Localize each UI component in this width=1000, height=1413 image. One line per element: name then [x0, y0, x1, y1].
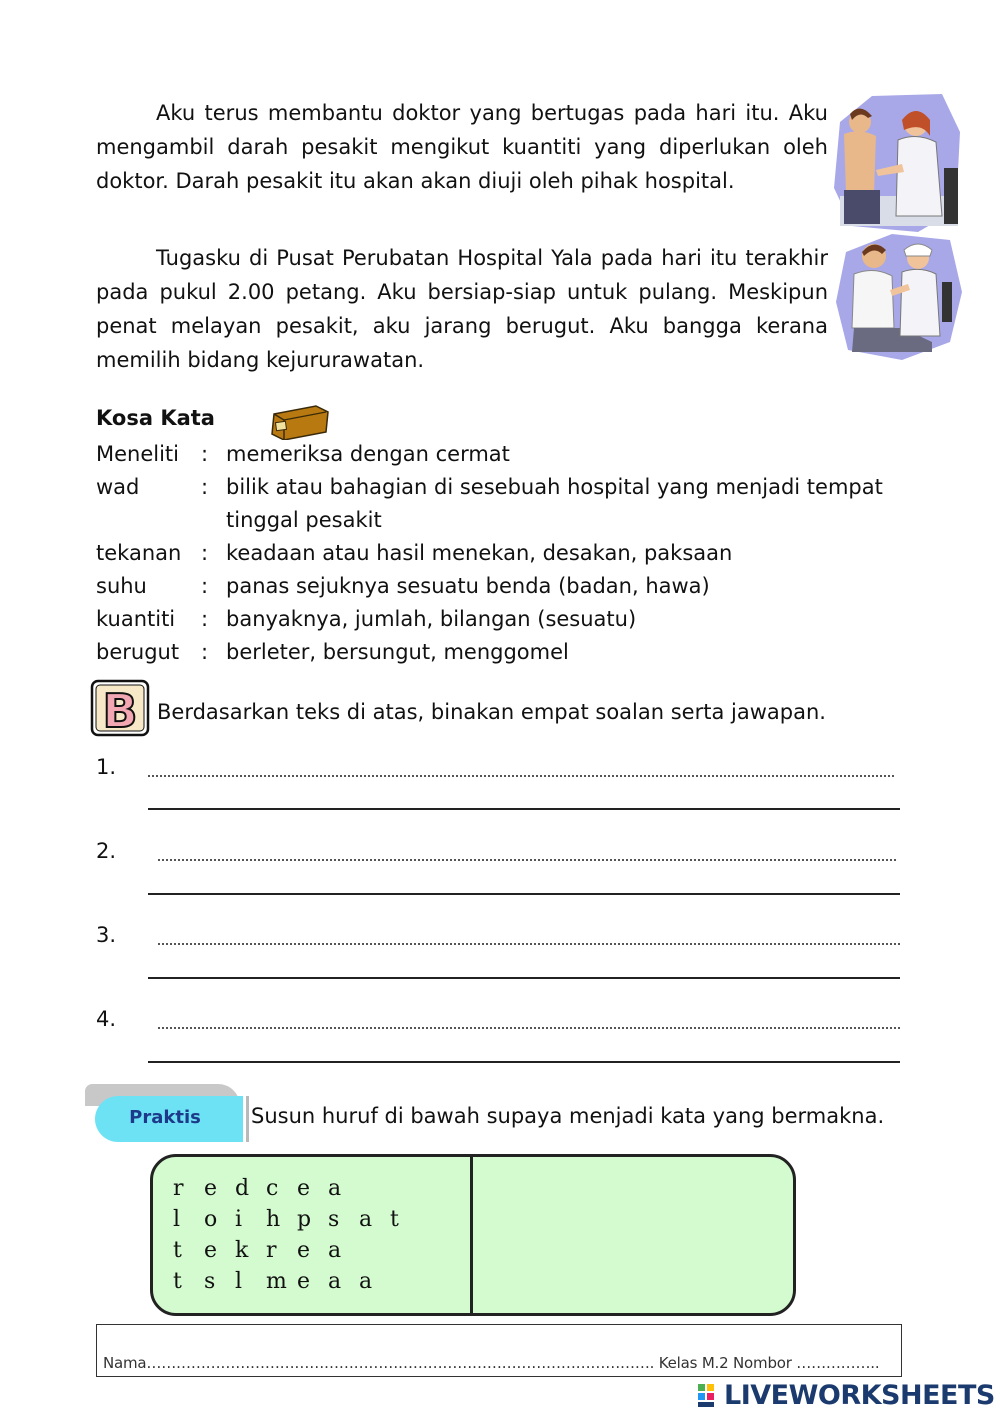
- vocab-row: [96, 438, 906, 471]
- watermark-text: LIVEWORKSHEETS: [724, 1380, 995, 1411]
- scrambled-letter: l: [173, 1207, 181, 1232]
- scrambled-letter: s: [328, 1207, 340, 1232]
- vocab-definition: berleter, bersungut, menggomel: [226, 640, 569, 664]
- liveworksheets-logo-icon: [698, 1384, 724, 1408]
- vocabulary-title: Kosa Kata: [96, 406, 215, 430]
- question-number: 1.: [96, 755, 117, 779]
- vocab-term: wad: [96, 475, 140, 499]
- scrambled-word: [173, 1173, 421, 1204]
- answer-input-line[interactable]: [148, 893, 900, 895]
- scrambled-letter: m: [266, 1269, 287, 1294]
- praktis-label: Praktis: [129, 1106, 201, 1128]
- vocab-definition: keadaan atau hasil menekan, desakan, paksaan: [226, 541, 733, 565]
- scrambled-letter: k: [235, 1238, 249, 1263]
- scrambled-letter: t: [390, 1207, 399, 1232]
- question-input-line[interactable]: [148, 765, 894, 777]
- scrambled-word: [173, 1204, 421, 1235]
- vocab-row: [96, 636, 906, 669]
- book-icon: [268, 404, 330, 440]
- answer-input-line[interactable]: [148, 808, 900, 810]
- vocab-colon: :: [201, 442, 209, 466]
- question-input-line[interactable]: [158, 933, 900, 945]
- answer-input-line[interactable]: [148, 1061, 900, 1063]
- scrambled-letter: d: [235, 1176, 250, 1201]
- scrambled-letter: e: [297, 1269, 311, 1294]
- vocab-colon: :: [201, 640, 209, 664]
- answer-input-line[interactable]: [148, 977, 900, 979]
- praktis-badge: [95, 1096, 246, 1142]
- student-info-box[interactable]: [96, 1324, 902, 1377]
- scrambled-letter: r: [173, 1176, 184, 1201]
- nurse-injection-illustration: [832, 232, 964, 362]
- vocab-term: tekanan: [96, 541, 182, 565]
- praktis-instruction: Susun huruf di bawah supaya menjadi kata yang bermakna.: [251, 1104, 885, 1128]
- vocab-term: berugut: [96, 640, 180, 664]
- vocabulary-list: [96, 438, 906, 669]
- vocab-row: [96, 570, 906, 603]
- scrambled-word-list: [173, 1173, 421, 1297]
- scrambled-word-box: [150, 1154, 796, 1316]
- scrambled-letter: t: [173, 1269, 182, 1294]
- doctor-patient-illustration: [832, 92, 964, 234]
- question-number: 3.: [96, 923, 117, 947]
- scrambled-letter: r: [266, 1238, 277, 1263]
- vocab-colon: :: [201, 607, 209, 631]
- vocab-colon: :: [201, 574, 209, 598]
- vocab-definition: bilik atau bahagian di sesebuah hospital yang menjadi tempat tinggal pesakit: [226, 475, 883, 532]
- paragraph-2: Tugasku di Pusat Perubatan Hospital Yala pada hari itu terakhir pada pukul 2.00 petang. Aku bersiap-siap untuk pulang. Meskipun penat melayan pesakit, aku jarang berugut. Aku bangga kerana memilih bidang kejururawatan.: [96, 246, 828, 372]
- scrambled-letter: e: [204, 1238, 218, 1263]
- scrambled-letter: h: [266, 1207, 281, 1232]
- section-b-icon: [90, 679, 152, 739]
- section-b-letter: B: [102, 684, 138, 738]
- vocab-row: [96, 603, 906, 636]
- student-info-line: Nama…………………………………………………………………………………………. Kelas M.2 Nombor ……………..: [103, 1354, 880, 1372]
- scrambled-word: [173, 1266, 421, 1297]
- answer-area[interactable]: [475, 1163, 781, 1305]
- vocab-definition: memeriksa dengan cermat: [226, 442, 510, 466]
- vocab-definition: banyaknya, jumlah, bilangan (sesuatu): [226, 607, 637, 631]
- scrambled-letter: t: [173, 1238, 182, 1263]
- vocab-term: suhu: [96, 574, 147, 598]
- scrambled-letter: c: [266, 1176, 279, 1201]
- scrambled-letter: o: [204, 1207, 218, 1232]
- scrambled-letter: a: [328, 1238, 342, 1263]
- scrambled-letter: e: [204, 1176, 218, 1201]
- question-number: 2.: [96, 839, 117, 863]
- section-b-instruction: Berdasarkan teks di atas, binakan empat soalan serta jawapan.: [157, 700, 826, 724]
- scrambled-letter: e: [297, 1176, 311, 1201]
- scrambled-letter: a: [359, 1269, 373, 1294]
- scrambled-letter: l: [235, 1269, 243, 1294]
- vocab-colon: :: [201, 475, 209, 499]
- paragraph-1: Aku terus membantu doktor yang bertugas pada hari itu. Aku mengambil darah pesakit mengikut kuantiti yang diperlukan oleh doktor. Darah pesakit itu akan akan diuji oleh pihak hospital.: [96, 101, 828, 193]
- scrambled-letter: s: [204, 1269, 216, 1294]
- vocab-row: [96, 471, 906, 537]
- word-box-divider: [470, 1157, 473, 1313]
- vocab-definition: panas sejuknya sesuatu benda (badan, hawa): [226, 574, 710, 598]
- vocab-term: Meneliti: [96, 442, 180, 466]
- question-number: 4.: [96, 1007, 117, 1031]
- question-input-line[interactable]: [158, 1017, 900, 1029]
- scrambled-letter: a: [328, 1176, 342, 1201]
- liveworksheets-watermark: [698, 1380, 995, 1411]
- scrambled-letter: a: [328, 1269, 342, 1294]
- vocab-term: kuantiti: [96, 607, 176, 631]
- scrambled-letter: i: [235, 1207, 243, 1232]
- scrambled-letter: a: [359, 1207, 373, 1232]
- vocab-colon: :: [201, 541, 209, 565]
- vocab-row: [96, 537, 906, 570]
- scrambled-word: [173, 1235, 421, 1266]
- question-input-line[interactable]: [158, 849, 896, 861]
- scrambled-letter: p: [297, 1207, 312, 1232]
- scrambled-letter: e: [297, 1238, 311, 1263]
